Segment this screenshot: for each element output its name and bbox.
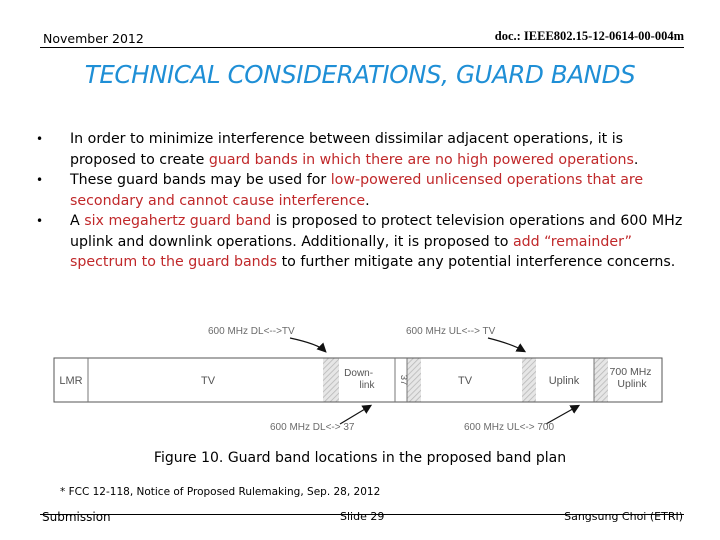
bullet-text: In order to minimize interference between dissimilar adjacent operations, it is proposed to create guard bands in which there are no high powered operations. (70, 131, 639, 168)
segment-tv-1: TV (200, 375, 216, 387)
header-doc-id: doc.: IEEE802.15-12-0614-00-004m (494, 29, 684, 43)
label-ul-tv: 600 MHz UL<--> TV (406, 326, 496, 337)
segment-tv-2: TV (457, 375, 473, 387)
header-date: November 2012 (43, 31, 144, 46)
segment-uplink: Uplink (548, 375, 580, 387)
guard-band-4 (594, 359, 608, 402)
bullet-item (36, 129, 686, 170)
band-plan-diagram (40, 318, 690, 438)
footnote: * FCC 12-118, Notice of Proposed Rulemaking, Sep. 28, 2012 (60, 486, 381, 498)
footer-submission: Submission (42, 510, 111, 524)
bullet-text: These guard bands may be used for low-powered unlicensed operations that are secondary and cannot cause interference. (70, 172, 644, 209)
segment-lmr: LMR (59, 375, 83, 387)
bullet-dot: • (36, 214, 44, 228)
bullet-dot: • (36, 132, 44, 146)
segment-700-uplink: 700 MHz Uplink (609, 366, 652, 390)
label-dl-tv: 600 MHz DL<-->TV (208, 326, 295, 337)
bullet-text: A six megahertz guard band is proposed to protect television operations and 600 MHz uplink and downlink operations. Additionally, it is proposed to add “remainder” spectrum to the guard bands to further mitigate any potential interference concerns. (70, 213, 683, 270)
footer-author: Sangsung Choi (ETRI) (564, 510, 683, 523)
bullet-item (36, 211, 686, 273)
arrow-ul-tv (488, 338, 524, 351)
segment-downlink: Down- link (344, 368, 375, 391)
footer-slide-number: Slide 29 (340, 510, 385, 523)
bullet-list (36, 129, 686, 273)
label-dl-37: 600 MHz DL<-> 37 (270, 422, 355, 433)
guard-band-3 (522, 359, 536, 402)
guard-band-1 (323, 359, 339, 402)
arrow-dl-tv (290, 338, 325, 351)
header-rule (40, 47, 684, 48)
slide-title: TECHNICAL CONSIDERATIONS, GUARD BANDS (84, 60, 636, 89)
label-ul-700: 600 MHz UL<-> 700 (464, 422, 555, 433)
figure-caption: Figure 10. Guard band locations in the proposed band plan (153, 450, 567, 466)
bullet-dot: • (36, 173, 44, 187)
segment-37: 37 (398, 374, 409, 386)
bullet-item (36, 170, 686, 211)
